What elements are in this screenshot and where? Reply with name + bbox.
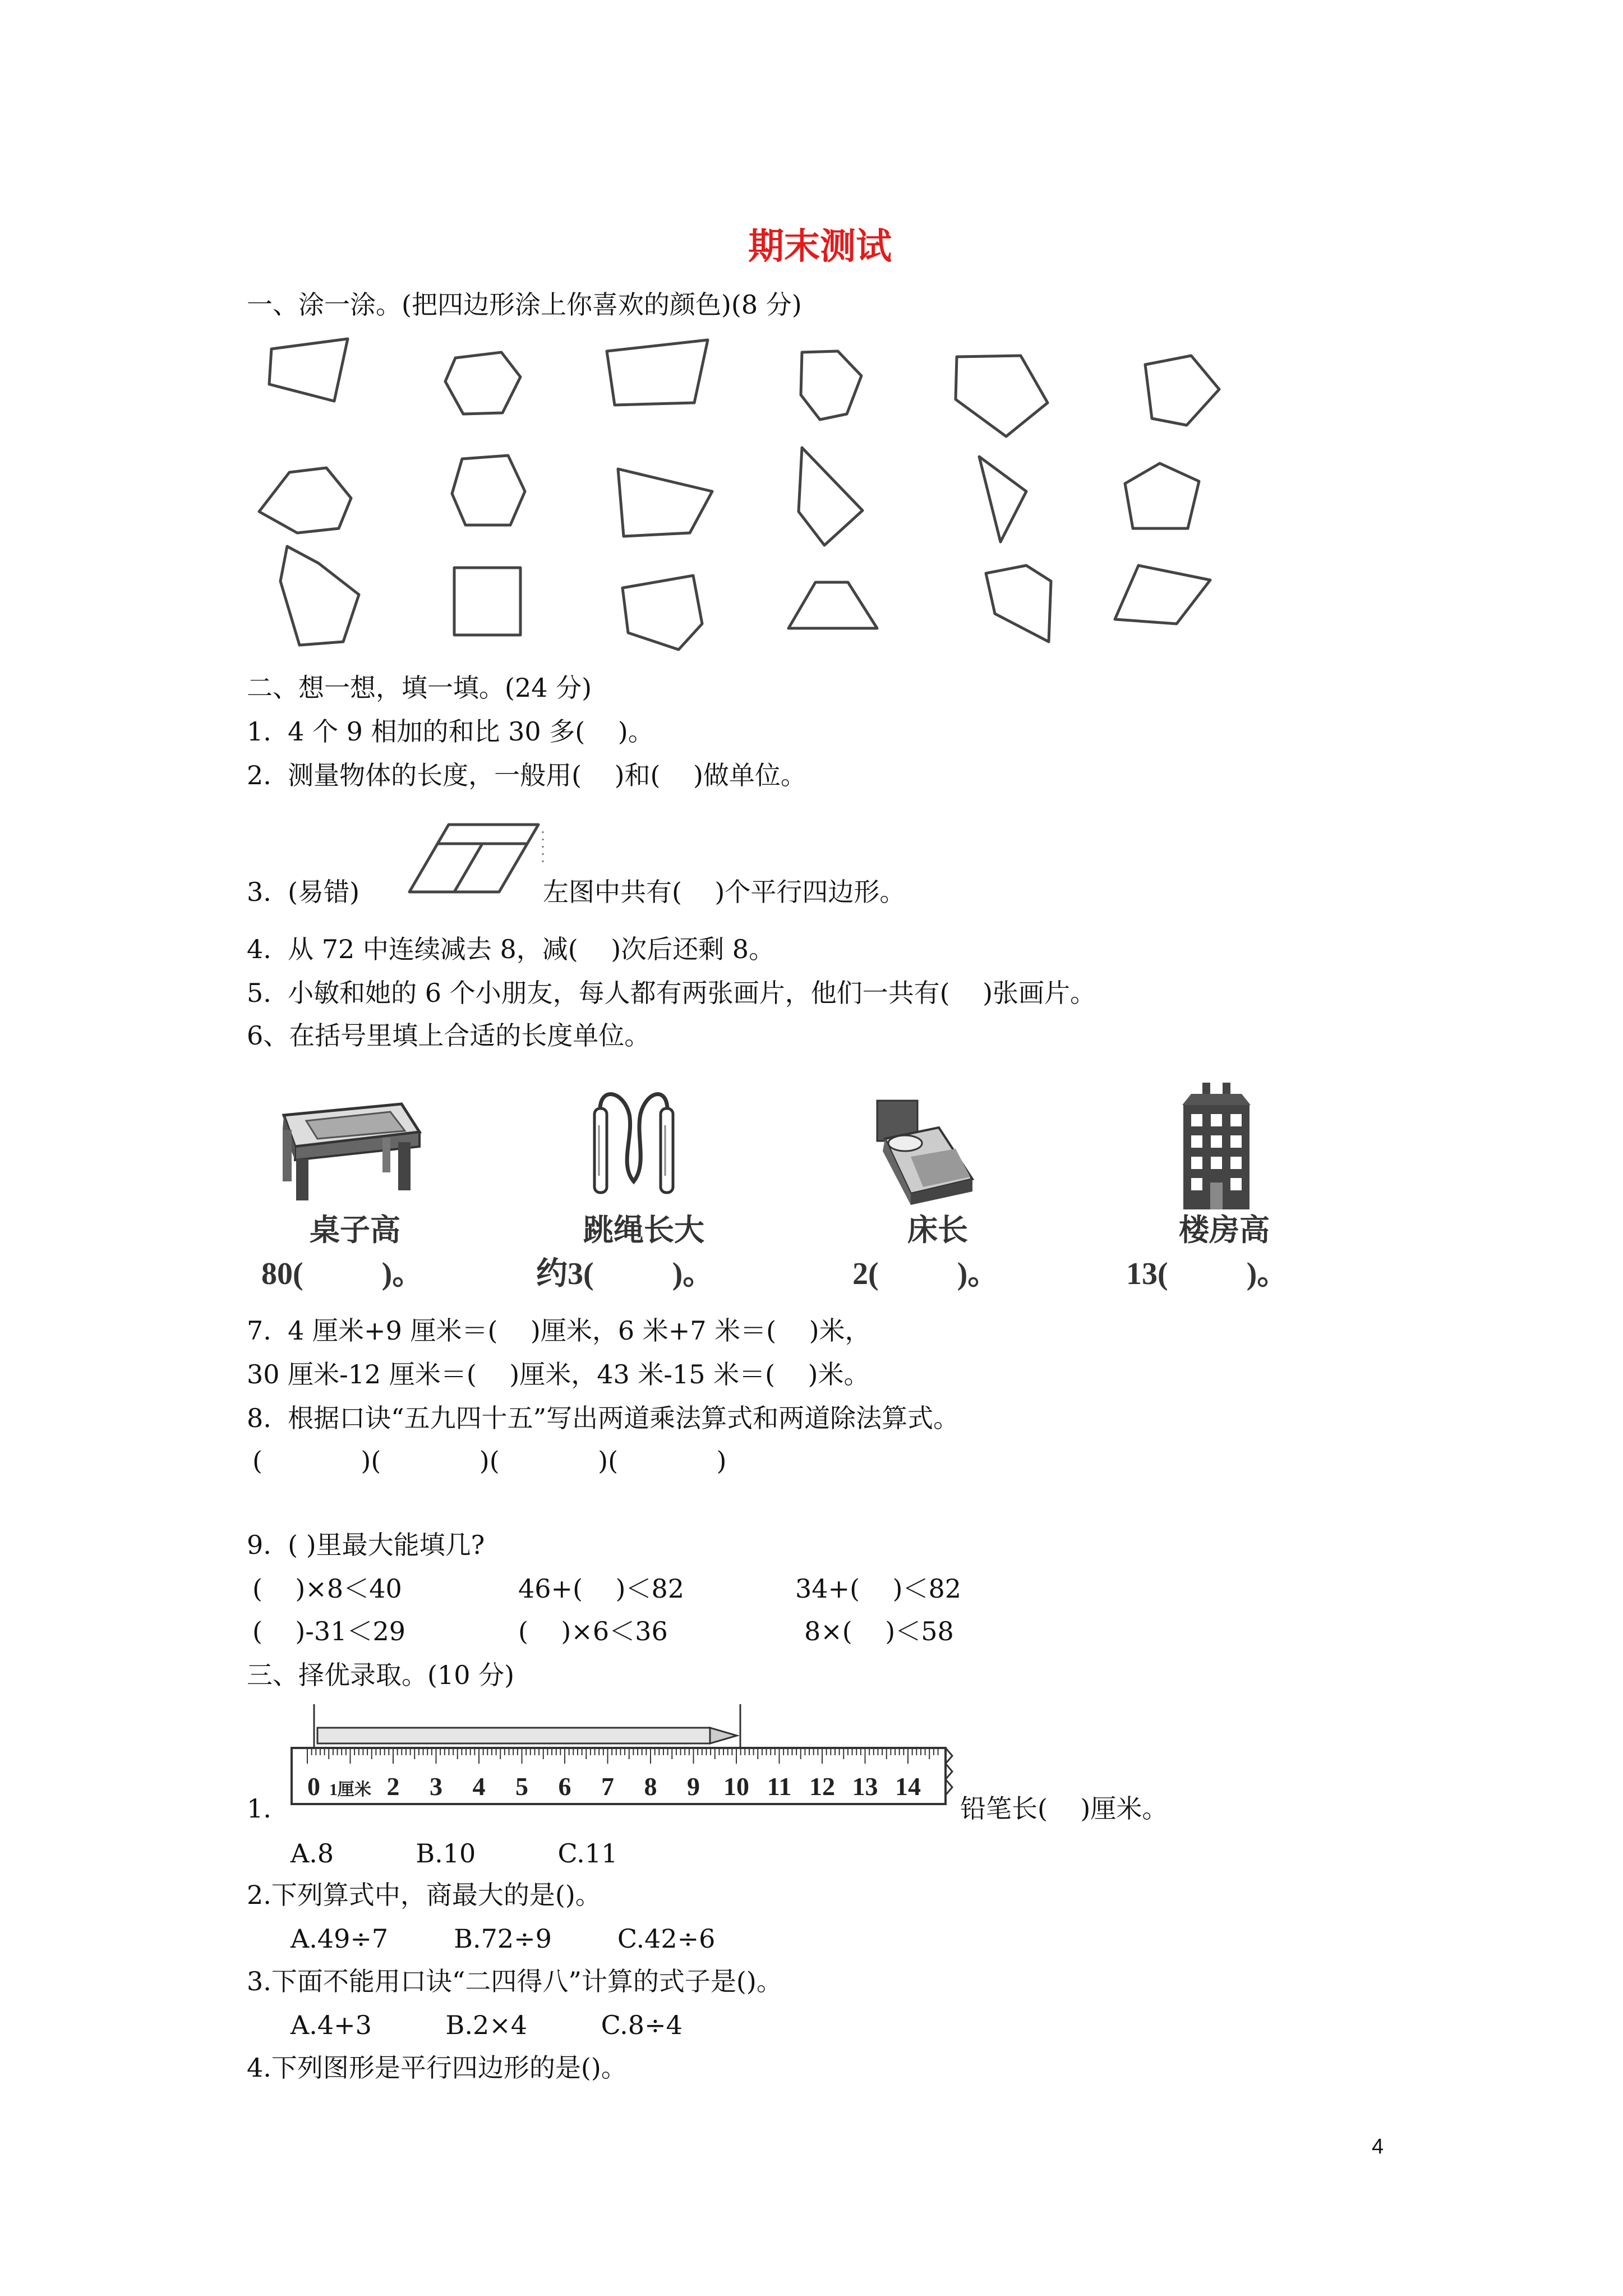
question-3-3-options: A.4+3 B.2×4 C.8÷4 — [291, 2010, 683, 2040]
section1-heading: 一、涂一涂。(把四边形涂上你喜欢的颜色)(8 分) — [247, 289, 802, 320]
question-2-7-line2: 30 厘米-12 厘米＝( )厘米，43 米-15 米＝( )米。 — [247, 1359, 870, 1389]
bed-icon — [872, 1095, 978, 1207]
q9-row2-c: 8×( )＜58 — [804, 1616, 954, 1646]
q6-caption-rope: 跳绳长大 — [583, 1212, 704, 1248]
shape-pentagon — [445, 352, 520, 414]
shape-pentagon — [280, 546, 359, 645]
ruler-label: 6 — [558, 1772, 571, 1801]
shape-quadrilateral — [607, 340, 708, 405]
page-number: 4 — [1372, 2135, 1384, 2159]
jump-rope-icon — [584, 1092, 685, 1209]
q6-answer-rope: 约3( )。 — [536, 1257, 714, 1291]
table-icon — [273, 1098, 424, 1205]
question-2-4: 4. 从 72 中连续减去 8，减( )次后还剩 8。 — [247, 934, 775, 964]
question-2-9: 9. ( )里最大能填几? — [247, 1530, 485, 1560]
shape-quadrilateral — [269, 339, 348, 401]
shape-quadrilateral — [799, 448, 863, 545]
question-2-3-text: 左图中共有( )个平行四边形。 — [543, 877, 906, 907]
building-icon — [1180, 1083, 1253, 1212]
q6-answer-bed: 2( )。 — [852, 1257, 999, 1291]
ruler-label: 8 — [644, 1772, 657, 1801]
ruler-label: 4 — [472, 1772, 486, 1801]
ruler-label: 1厘米 — [329, 1780, 371, 1799]
ruler-label: 3 — [430, 1772, 442, 1801]
question-3-2-options: A.49÷7 B.72÷9 C.42÷6 — [291, 1924, 716, 1954]
question-2-3-prefix: 3. (易错) — [247, 877, 360, 907]
ruler-label: 14 — [895, 1772, 921, 1801]
shape-hexagon — [801, 351, 861, 420]
q6-caption-building: 楼房高 — [1179, 1212, 1270, 1248]
q9-row2-b: ( )×6＜36 — [518, 1616, 668, 1646]
question-2-7-line1: 7. 4 厘米+9 厘米＝( )厘米，6 米+7 米＝( )米， — [247, 1315, 871, 1346]
parallelogram-figure — [404, 820, 550, 899]
question-3-2: 2.下列算式中，商最大的是()。 — [247, 1880, 601, 1910]
ruler-label: 11 — [767, 1772, 792, 1801]
question-3-1-text: 铅笔长( )厘米。 — [960, 1793, 1168, 1824]
q9-row1-a: ( )×8＜40 — [252, 1573, 402, 1604]
ruler-label: 7 — [601, 1772, 614, 1801]
section3-heading: 三、择优录取。(10 分) — [247, 1660, 515, 1690]
question-3-1-number: 1. — [247, 1793, 271, 1824]
q9-row1-c: 34+( )＜82 — [795, 1573, 961, 1604]
shape-pentagon — [259, 468, 351, 533]
shape-pentagon — [986, 565, 1051, 642]
ruler-label: 5 — [515, 1772, 528, 1801]
ruler-label: 2 — [386, 1772, 400, 1801]
ruler-with-pencil — [292, 1703, 965, 1804]
q6-caption-table: 桌子高 — [310, 1212, 400, 1248]
shape-pentagon — [1125, 463, 1199, 528]
shape-trapezoid — [789, 582, 877, 628]
q9-row2-a: ( )-31＜29 — [252, 1616, 405, 1646]
question-2-2: 2. 测量物体的长度，一般用( )和( )做单位。 — [247, 760, 806, 790]
question-2-1: 1. 4 个 9 相加的和比 30 多( )。 — [247, 716, 654, 747]
question-2-5: 5. 小敏和她的 6 个小朋友，每人都有两张画片，他们一共有( )张画片。 — [247, 978, 1096, 1008]
page-title: 期末测试 — [748, 226, 892, 268]
shape-quadrilateral — [618, 469, 712, 536]
q9-row1-b: 46+( )＜82 — [518, 1573, 684, 1604]
ruler-label: 12 — [809, 1772, 835, 1801]
section2-heading: 二、想一想，填一填。(24 分) — [247, 673, 592, 703]
polygon-shapes-grid — [0, 0, 1623, 673]
ruler-label: 9 — [687, 1772, 700, 1801]
ruler-label: 0 — [307, 1772, 320, 1801]
shape-quadrilateral — [1115, 565, 1210, 624]
ruler-label: 13 — [852, 1772, 878, 1801]
shape-pentagon — [1145, 356, 1219, 425]
question-3-4: 4.下列图形是平行四边形的是()。 — [247, 2053, 627, 2083]
shape-pentagon — [956, 356, 1048, 436]
question-3-1-options: A.8 B.10 C.11 — [291, 1838, 618, 1869]
shape-hexagon — [452, 455, 525, 525]
question-3-3: 3.下面不能用口诀“二四得八”计算的式子是()。 — [247, 1966, 782, 1996]
question-2-8: 8. 根据口诀“五九四十五”写出两道乘法算式和两道除法算式。 — [247, 1403, 960, 1433]
shape-square — [454, 568, 520, 635]
q6-caption-bed: 床长 — [907, 1212, 968, 1248]
question-2-6: 6、在括号里填上合适的长度单位。 — [247, 1020, 651, 1051]
question-2-8-blanks: ( )( )( )( ) — [252, 1446, 727, 1476]
shape-pentagon — [623, 576, 702, 650]
shape-quadrilateral — [979, 457, 1026, 542]
ruler-label: 10 — [723, 1772, 749, 1801]
q6-answer-table: 80( )。 — [261, 1257, 424, 1291]
q6-answer-building: 13( )。 — [1126, 1257, 1289, 1291]
